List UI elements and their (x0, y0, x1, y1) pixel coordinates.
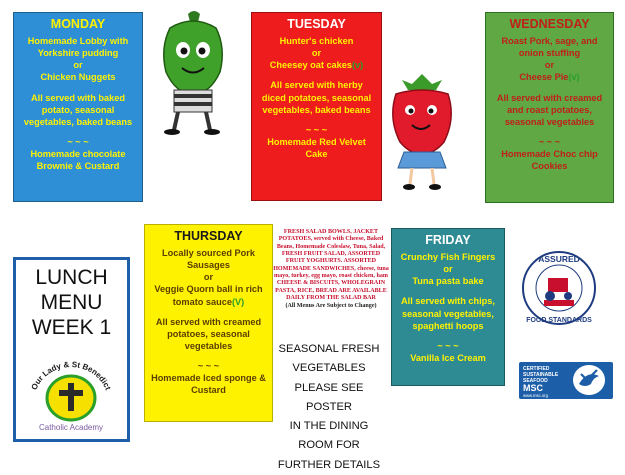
seasonal-vegetables-notice (270, 340, 388, 475)
monday-served: All served with baked potato, seasonal vegetables, baked beans (23, 92, 133, 127)
salad-bar-info (273, 229, 389, 310)
tuesday-served: All served with herby diced potatoes, seasonal vegetables, baked beans (261, 80, 372, 115)
tuesday-separator: ~ ~ ~ (305, 124, 328, 135)
msc-line-1: CERTIFIED (523, 366, 550, 372)
seasonal-line-2: VEGETABLES (292, 362, 366, 375)
thursday-veg-mark: (V) (231, 296, 245, 307)
strawberry-character-icon (382, 70, 462, 194)
wednesday-served: All served with creamed and roast potatoes, seasonal vegetables (496, 92, 603, 127)
tuesday-heading: TUESDAY (287, 17, 346, 31)
pepper-character-icon (148, 8, 238, 136)
msc-line-2: SUSTAINABLE (523, 372, 559, 378)
thursday-dessert: Homemade Iced sponge & Custard (151, 373, 266, 396)
thursday-main-1: Locally sourced Pork Sausages (162, 248, 255, 271)
msc-line-3: SEAFOOD (523, 378, 548, 384)
seasonal-line-6: FURTHER DETAILS (277, 458, 381, 471)
friday-served: All served with chips, seasonal vegetables, spaghetti hoops (401, 296, 495, 331)
title-line-2: MENU (40, 290, 103, 314)
school-logo-arc-text: Our Lady & St Benedict (29, 359, 113, 392)
salad-bar-note: (All Menus Are Subject to Change) (285, 303, 377, 310)
monday-or: or (73, 60, 83, 71)
friday-heading: FRIDAY (425, 233, 471, 247)
assured-bottom-text: FOOD STANDARDS (526, 317, 592, 324)
wednesday-or: or (544, 60, 555, 71)
school-logo-icon (20, 358, 122, 434)
wednesday-main-2 (492, 71, 607, 83)
wednesday-dessert: Homemade Choc chip Cookies (501, 149, 598, 172)
tuesday-main-2 (258, 59, 375, 71)
tuesday-veg-mark: (v) (352, 60, 364, 71)
monday-separator: ~ ~ ~ (67, 136, 89, 147)
msc-url: www.msc.org (523, 393, 548, 398)
wednesday-separator: ~ ~ ~ (538, 136, 561, 147)
school-logo-subtext: Catholic Academy (38, 423, 104, 432)
friday-main-1: Crunchy Fish Fingers (400, 252, 496, 262)
thursday-served: All served with creamed potatoes, seasonal vegetables (155, 316, 262, 351)
seasonal-line-3: PLEASE SEE POSTER (294, 381, 364, 413)
msc-line-4: MSC (523, 383, 543, 393)
friday-separator: ~ ~ ~ (437, 340, 459, 351)
friday-dessert: Vanilla Ice Cream (410, 352, 486, 363)
tuesday-dessert: Homemade Red Velvet Cake (267, 136, 366, 160)
wednesday-main-2-text: Cheese Pie (519, 72, 569, 83)
tuesday-menu-box (251, 12, 382, 201)
monday-menu-box (13, 12, 143, 202)
monday-main-2: Chicken Nuggets (40, 72, 116, 83)
assured-food-standards-icon (520, 248, 598, 330)
friday-main-2: Tuna pasta bake (412, 276, 484, 287)
tuesday-main-2-text: Cheesey oat cakes (269, 60, 352, 71)
tuesday-or: or (311, 48, 322, 59)
seasonal-line-1: SEASONAL FRESH (278, 343, 380, 355)
thursday-menu-box (144, 224, 273, 422)
friday-menu-box (391, 228, 505, 386)
title-line-3: WEEK 1 (31, 315, 112, 339)
thursday-or: or (203, 272, 214, 283)
thursday-main-2-text: Veggie Quorn ball in rich tomato sauce (154, 284, 263, 307)
title-line-1: LUNCH (35, 266, 108, 289)
msc-logo-icon (519, 362, 613, 399)
monday-dessert: Homemade chocolate Brownie & Custard (30, 149, 126, 172)
friday-or: or (443, 264, 453, 275)
seasonal-line-4: IN THE DINING (289, 420, 369, 433)
wednesday-main-1: Roast Pork, sage, and onion stuffing (501, 36, 598, 59)
wednesday-veg-mark: (v) (568, 72, 580, 83)
seasonal-line-5: ROOM FOR (298, 439, 360, 452)
assured-top-text: ASSURED (538, 254, 580, 264)
thursday-heading: THURSDAY (174, 229, 243, 243)
monday-heading: MONDAY (50, 17, 106, 31)
tuesday-main-1: Hunter's chicken (279, 36, 354, 46)
wednesday-menu-box (485, 12, 614, 203)
salad-bar-text: FRESH SALAD BOWLS, JACKET POTATOES, served with Cheese, Baked Beans, Homemade Coleslaw, Tuna, Salad, FRESH FRUIT SALAD, ASSORTED FRUIT YOGHURTS. ASSORTED HOMEMADE SANDWICHES, cheese, tuna mayo, turkey, egg mayo, roast chicken, ham CHEESE & BISCUITS, WHOLEGRAIN PASTA, RICE, BREAD ARE AVAILABLE DAILY FROM THE SALAD BAR (273, 229, 389, 301)
wednesday-heading: WEDNESDAY (509, 17, 590, 31)
thursday-main-2 (151, 283, 266, 307)
monday-main-1: Homemade Lobby with Yorkshire pudding (27, 36, 129, 59)
thursday-separator: ~ ~ ~ (197, 361, 220, 372)
